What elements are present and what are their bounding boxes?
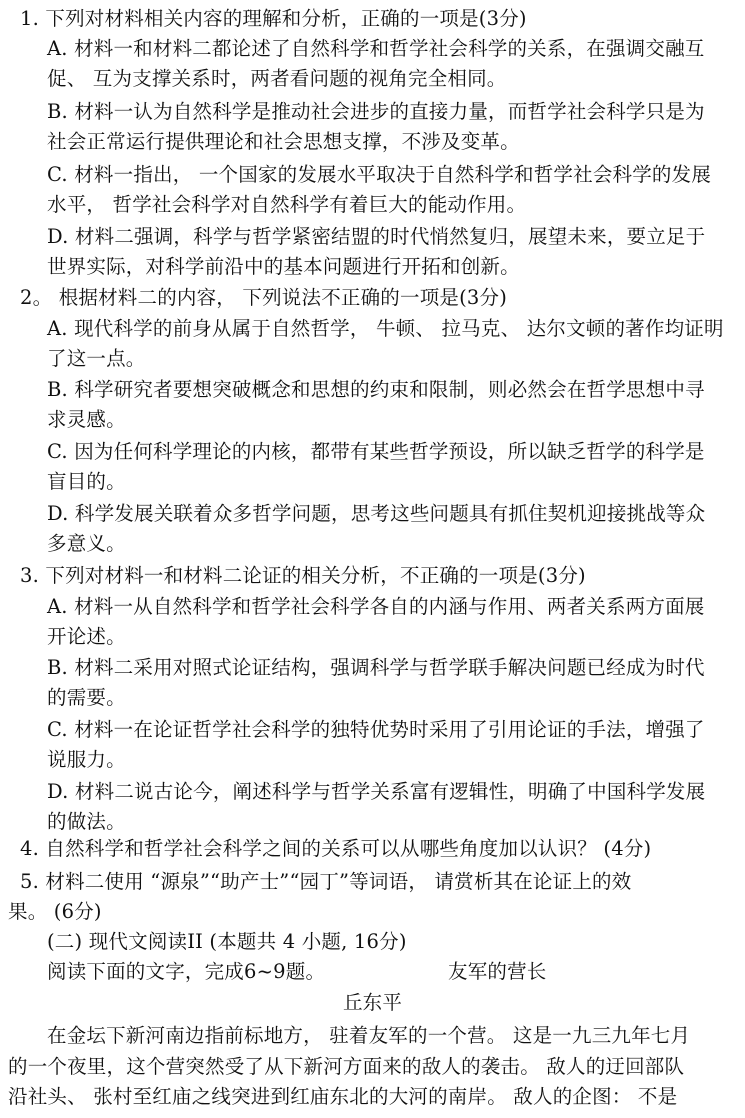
q2-option-d: D. 科学发展关联着众多哲学问题，思考这些问题具有抓住契机迎接挑战等众 bbox=[47, 502, 706, 525]
passage-line: 沿社头、 张村至红庙之线突进到红庙东北的大河的南岸。 敌人的企图： 不是 bbox=[8, 1085, 678, 1108]
q3-option-c-cont: 说服力。 bbox=[47, 748, 126, 771]
q3-option-a: A. 材料一从自然科学和哲学社会科学各自的内涵与作用、两者关系两方面展 bbox=[47, 595, 705, 618]
q2-option-b: B. 科学研究者要想突破概念和思想的约束和限制，则必然会在哲学思想中寻 bbox=[47, 378, 705, 401]
q2-option-c-cont: 盲目的。 bbox=[47, 470, 126, 493]
passage-line: 在金坛下新河南边指前标地方， 驻着友军的一个营。 这是一九三九年七月 bbox=[47, 1024, 691, 1047]
q1-option-a: A. 材料一和材料二都论述了自然科学和哲学社会科学的关系，在强调交融互 bbox=[47, 37, 705, 60]
q5-stem: 5. 材料二使用 “源泉”“助产士”“园丁”等词语， 请赏析其在论证上的效 bbox=[20, 870, 632, 893]
q1-option-a-cont: 促、 互为支撑关系时，两者看问题的视角完全相同。 bbox=[47, 67, 507, 90]
q4-stem: 4. 自然科学和哲学社会科学之间的关系可以从哪些角度加以认识？ (4分) bbox=[20, 837, 652, 860]
q5-stem-cont: 果。 (6分) bbox=[8, 900, 102, 923]
q1-option-d-cont: 世界实际，对科学前沿中的基本问题进行开拓和创新。 bbox=[47, 255, 520, 278]
q3-option-d-cont: 的做法。 bbox=[47, 810, 126, 833]
q2-stem: 2。 根据材料二的内容， 下列说法不正确的一项是(3分) bbox=[20, 286, 508, 309]
reading-instruction: 阅读下面的文字，完成6~9题。 bbox=[47, 960, 326, 983]
passage-line: 的一个夜里，这个营突然受了从下新河方面来的敌人的袭击。 敌人的迂回部队 bbox=[8, 1055, 685, 1078]
q2-option-c: C. 因为任何科学理论的内核，都带有某些哲学预设，所以缺乏哲学的科学是 bbox=[47, 440, 705, 463]
q1-stem: 1. 下列对材料相关内容的理解和分析，正确的一项是(3分) bbox=[20, 7, 527, 30]
q1-option-b: B. 材料一认为自然科学是推动社会进步的直接力量，而哲学社会科学只是为 bbox=[47, 100, 705, 123]
q3-option-d: D. 材料二说古论今，阐述科学与哲学关系富有逻辑性，明确了中国科学发展 bbox=[47, 780, 706, 803]
q3-option-a-cont: 开论述。 bbox=[47, 625, 126, 648]
section-heading: (二) 现代文阅读II (本题共 4 小题, 16分) bbox=[47, 930, 407, 953]
q1-option-b-cont: 社会正常运行提供理论和社会思想支撑，不涉及变革。 bbox=[47, 130, 520, 153]
q1-option-c: C. 材料一指出， 一个国家的发展水平取决于自然科学和哲学社会科学的发展 bbox=[47, 163, 712, 186]
author: 丘东平 bbox=[342, 991, 403, 1014]
q3-option-b-cont: 的需要。 bbox=[47, 686, 126, 709]
q2-option-a: A. 现代科学的前身从属于自然哲学， 牛顿、 拉马克、 达尔文顿的著作均证明 bbox=[47, 317, 724, 340]
q1-option-c-cont: 水平， 哲学社会科学对自然科学有着巨大的能动作用。 bbox=[47, 193, 527, 216]
q2-option-a-cont: 了这一点。 bbox=[47, 347, 146, 370]
q2-option-d-cont: 多意义。 bbox=[47, 532, 126, 555]
q1-option-d: D. 材料二强调，科学与哲学紧密结盟的时代悄然复归，展望未来，要立足于 bbox=[47, 225, 706, 248]
q2-option-b-cont: 求灵感。 bbox=[47, 408, 126, 431]
q3-stem: 3. 下列对材料一和材料二论证的相关分析，不正确的一项是(3分) bbox=[20, 564, 586, 587]
q3-option-c: C. 材料一在论证哲学社会科学的独特优势时采用了引用论证的手法，增强了 bbox=[47, 718, 705, 741]
q3-option-b: B. 材料二采用对照式论证结构，强调科学与哲学联手解决问题已经成为时代 bbox=[47, 656, 705, 679]
story-title: 友军的营长 bbox=[448, 960, 547, 983]
